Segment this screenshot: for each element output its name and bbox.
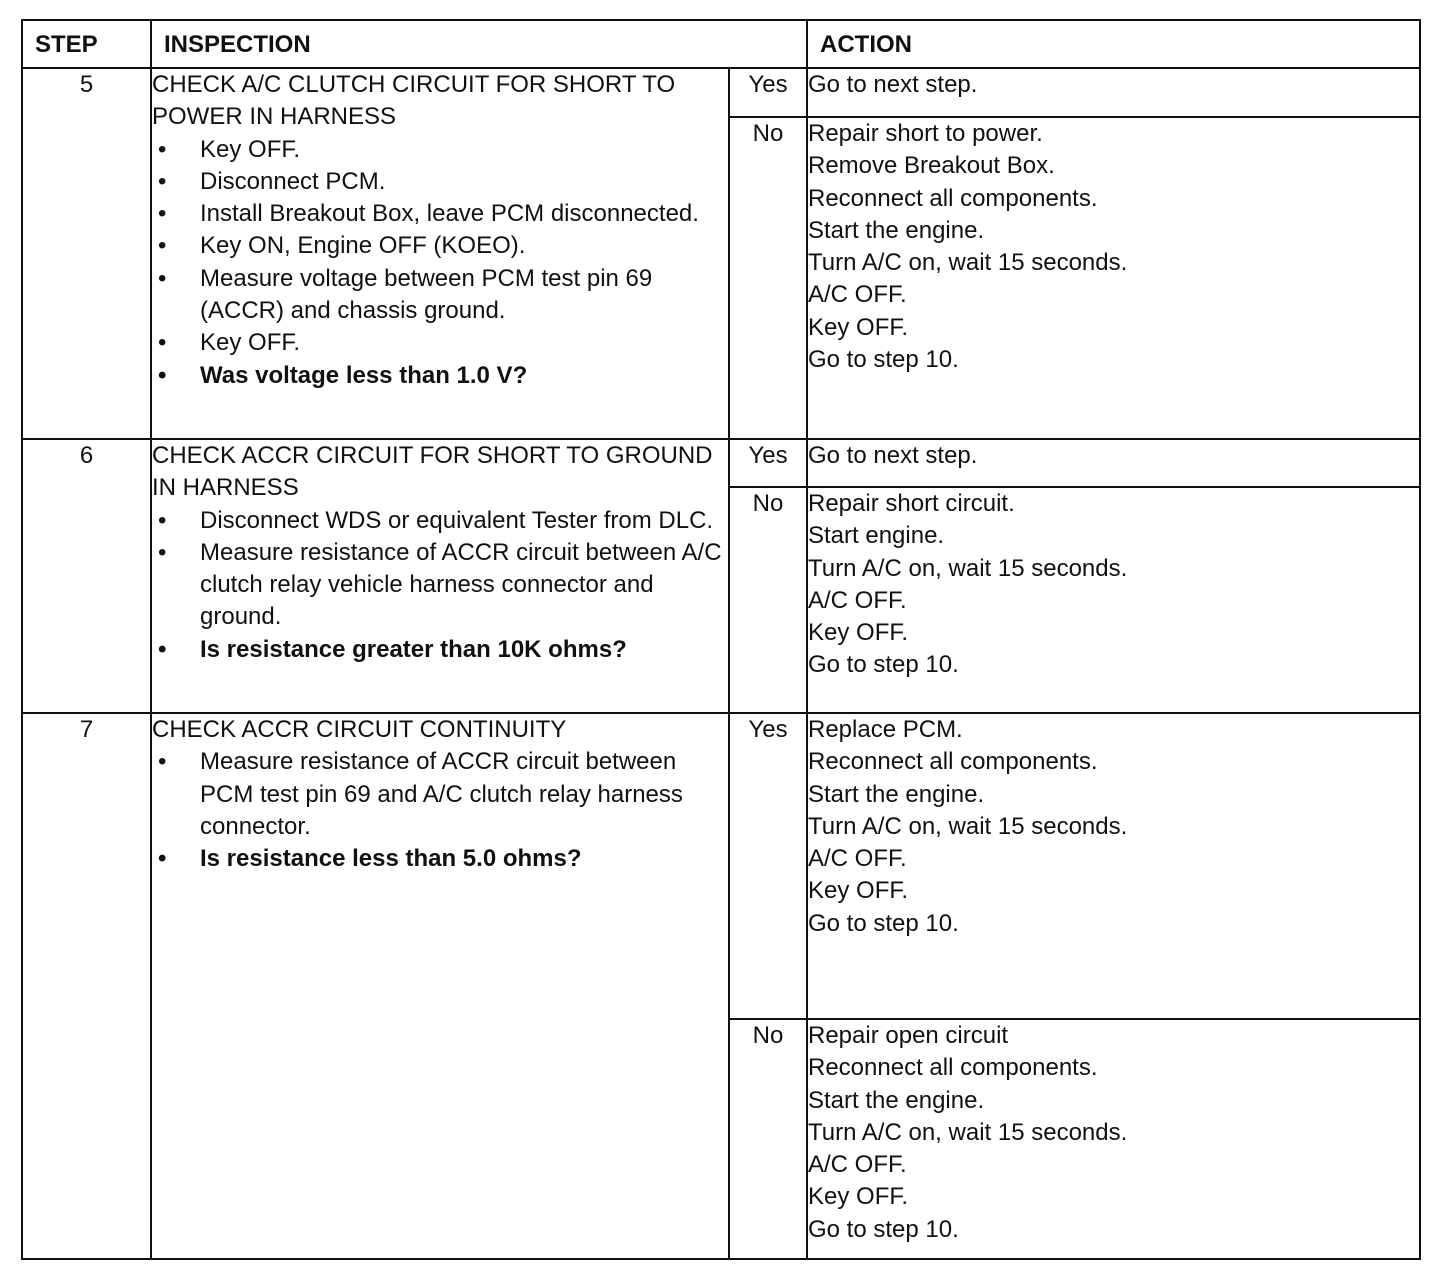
procedure-table-body — [22, 20, 1420, 1259]
yes-action-cell — [807, 68, 1420, 117]
step-row-yes — [22, 68, 1420, 117]
inspection-step-text: Disconnect WDS or equivalent Tester from DLC. — [200, 506, 714, 534]
yes-label: Yes — [729, 439, 807, 487]
action-line: Go to step 10. — [808, 1215, 959, 1243]
bullet-icon: • — [158, 167, 167, 195]
inspection-question — [152, 360, 728, 392]
action-line: Reconnect all components. — [808, 184, 1098, 212]
inspection-step — [152, 505, 728, 537]
bullet-icon: • — [158, 748, 167, 776]
action-line: Key OFF. — [808, 619, 909, 647]
inspection-step — [152, 166, 728, 198]
step-number: 6 — [22, 439, 151, 713]
action-line: Key OFF. — [808, 877, 909, 905]
action-line: Reconnect all components. — [808, 748, 1098, 776]
action-line: Repair short to power. — [808, 120, 1043, 147]
inspection-step-text: Key OFF. — [200, 135, 301, 163]
action-line: Start the engine. — [808, 216, 985, 244]
bullet-icon: • — [158, 329, 167, 357]
step-number: 5 — [22, 68, 151, 439]
inspection-column-header: INSPECTION — [151, 20, 807, 68]
action-line: Replace PCM. — [808, 716, 963, 743]
action-line: Reconnect all components. — [808, 1054, 1098, 1082]
inspection-step — [152, 746, 728, 843]
inspection-step-text: Key OFF. — [200, 329, 301, 357]
action-line: A/C OFF. — [808, 586, 907, 614]
inspection-step-text: Install Breakout Box, leave PCM disconnected. — [200, 200, 699, 228]
no-label: No — [729, 487, 807, 713]
inspection-step-text: Key ON, Engine OFF (KOEO). — [200, 232, 526, 260]
bullet-icon: • — [158, 538, 167, 566]
no-label: No — [729, 117, 807, 439]
action-line: Key OFF. — [808, 313, 909, 341]
diagnostic-procedure-table — [21, 19, 1421, 1260]
bullet-icon: • — [158, 200, 167, 228]
inspection-title: CHECK ACCR CIRCUIT CONTINUITY — [152, 716, 567, 743]
action-line: Go to step 10. — [808, 651, 959, 679]
action-line: Go to step 10. — [808, 909, 959, 937]
action-line: Turn A/C on, wait 15 seconds. — [808, 812, 1128, 840]
action-line: A/C OFF. — [808, 1151, 907, 1179]
header-row — [22, 20, 1420, 68]
step-number: 7 — [22, 713, 151, 1259]
action-line: A/C OFF. — [808, 845, 907, 873]
inspection-question — [152, 843, 728, 875]
inspection-question — [152, 634, 728, 666]
action-line: Turn A/C on, wait 15 seconds. — [808, 554, 1128, 582]
no-action-cell — [807, 1019, 1420, 1259]
inspection-question-text: Is resistance less than 5.0 ohms? — [200, 845, 582, 873]
action-line: Remove Breakout Box. — [808, 152, 1055, 180]
action-line: Turn A/C on, wait 15 seconds. — [808, 1118, 1128, 1146]
inspection-step — [152, 327, 728, 359]
action-line: Repair open circuit — [808, 1022, 1009, 1049]
inspection-question-text: Is resistance greater than 10K ohms? — [200, 635, 627, 663]
inspection-cell — [151, 68, 729, 439]
action-line: Go to next step. — [808, 442, 978, 469]
inspection-step — [152, 134, 728, 166]
no-action-cell — [807, 117, 1420, 439]
yes-label: Yes — [729, 68, 807, 117]
inspection-cell — [151, 713, 729, 1259]
action-line: Repair short circuit. — [808, 490, 1015, 517]
action-line: Start the engine. — [808, 1086, 985, 1114]
bullet-icon: • — [158, 232, 167, 260]
inspection-question-text: Was voltage less than 1.0 V? — [200, 361, 528, 389]
inspection-title: CHECK ACCR CIRCUIT FOR SHORT TO GROUND IN HARNESS — [152, 442, 713, 502]
inspection-cell — [151, 439, 729, 713]
action-line: A/C OFF. — [808, 281, 907, 309]
action-column-header: ACTION — [807, 20, 1420, 68]
bullet-icon: • — [158, 845, 167, 873]
inspection-step-text: Measure resistance of ACCR circuit between A/C clutch relay vehicle harness connector and ground. — [200, 538, 722, 631]
inspection-steps-list — [152, 134, 728, 392]
inspection-step — [152, 537, 728, 634]
step-row-yes — [22, 439, 1420, 487]
inspection-steps-list — [152, 505, 728, 666]
bullet-icon: • — [158, 264, 167, 292]
yes-label: Yes — [729, 713, 807, 1019]
inspection-steps-list — [152, 746, 728, 875]
inspection-step — [152, 198, 728, 230]
inspection-step — [152, 230, 728, 262]
inspection-title: CHECK A/C CLUTCH CIRCUIT FOR SHORT TO POWER IN HARNESS — [152, 71, 676, 131]
bullet-icon: • — [158, 361, 167, 389]
yes-action-cell — [807, 439, 1420, 487]
action-line: Start engine. — [808, 522, 945, 550]
action-line: Start the engine. — [808, 780, 985, 808]
action-line: Key OFF. — [808, 1183, 909, 1211]
inspection-step-text: Measure resistance of ACCR circuit between PCM test pin 69 and A/C clutch relay harness connector. — [200, 748, 683, 840]
inspection-step-text: Measure voltage between PCM test pin 69 (ACCR) and chassis ground. — [200, 264, 653, 325]
no-action-cell — [807, 487, 1420, 713]
action-line: Go to next step. — [808, 71, 978, 98]
inspection-step — [152, 263, 728, 328]
bullet-icon: • — [158, 635, 167, 663]
step-row-yes — [22, 713, 1420, 1019]
yes-action-cell — [807, 713, 1420, 1019]
inspection-step-text: Disconnect PCM. — [200, 167, 386, 195]
action-line: Go to step 10. — [808, 346, 959, 374]
step-column-header: STEP — [22, 20, 151, 68]
bullet-icon: • — [158, 506, 167, 534]
no-label: No — [729, 1019, 807, 1259]
action-line: Turn A/C on, wait 15 seconds. — [808, 249, 1128, 277]
bullet-icon: • — [158, 135, 167, 163]
